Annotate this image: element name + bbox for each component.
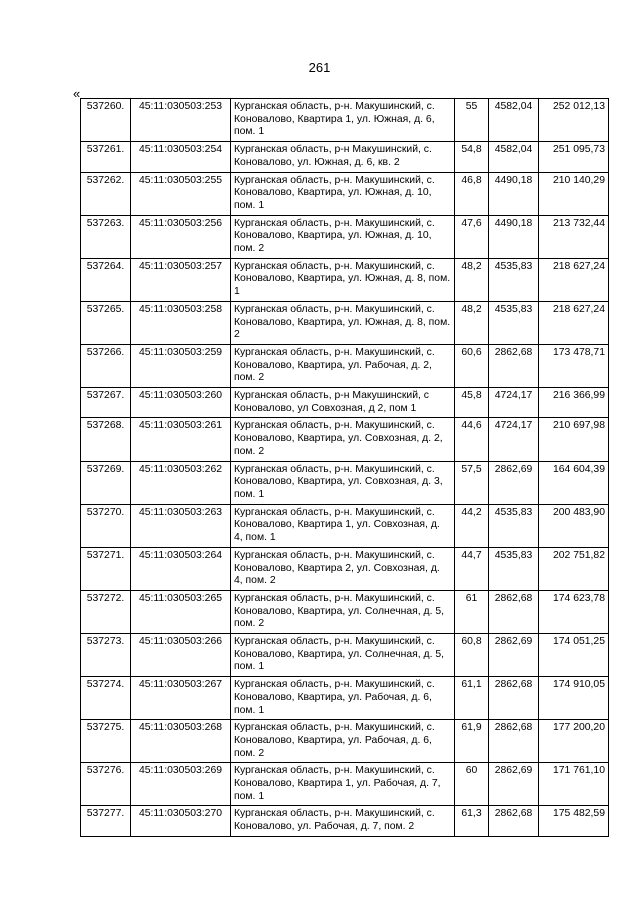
cadastral-number: 45:11:030503:267: [131, 677, 231, 720]
specific-cost-value: 2862,68: [489, 677, 539, 720]
table-row: [81, 142, 609, 172]
row-number: 537262.: [81, 172, 131, 215]
cadastral-cost: 210 697,98: [539, 418, 609, 461]
property-area: 57,5: [455, 461, 489, 504]
table-row: [81, 720, 609, 763]
table-row: [81, 215, 609, 258]
specific-cost-value: 4490,18: [489, 172, 539, 215]
specific-cost-value: 4582,04: [489, 142, 539, 172]
table-row: [81, 590, 609, 633]
row-number: 537266.: [81, 344, 131, 387]
property-address: Курганская область, р-н. Макушинский, с. Коновалово, Квартира, ул. Совхозная, д. 3, пом. 1: [231, 461, 455, 504]
property-area: 60,6: [455, 344, 489, 387]
property-area: 61,3: [455, 806, 489, 836]
property-address: Курганская область, р-н. Макушинский, с. Коновалово, Квартира, ул. Южная, д. 10, пом. 1: [231, 172, 455, 215]
row-number: 537268.: [81, 418, 131, 461]
row-number: 537267.: [81, 388, 131, 418]
property-address: Курганская область, р-н Макушинский, с Коновалово, ул Совхозная, д 2, пом 1: [231, 388, 455, 418]
table-row: [81, 634, 609, 677]
cadastral-number: 45:11:030503:256: [131, 215, 231, 258]
table-row: [81, 418, 609, 461]
opening-quote-mark: «: [73, 86, 81, 101]
row-number: 537274.: [81, 677, 131, 720]
cadastral-number: 45:11:030503:269: [131, 763, 231, 806]
cadastral-number: 45:11:030503:253: [131, 99, 231, 142]
cadastral-number: 45:11:030503:261: [131, 418, 231, 461]
specific-cost-value: 4535,83: [489, 258, 539, 301]
cadastral-cost: 252 012,13: [539, 99, 609, 142]
property-area: 44,6: [455, 418, 489, 461]
row-number: 537277.: [81, 806, 131, 836]
cadastral-number: 45:11:030503:258: [131, 301, 231, 344]
row-number: 537260.: [81, 99, 131, 142]
property-address: Курганская область, р-н. Макушинский, с. Коновалово, Квартира 2, ул. Совхозная, д. 4, пом. 2: [231, 547, 455, 590]
property-address: Курганская область, р-н. Макушинский, с. Коновалово, Квартира 1, ул. Совхозная, д. 4, пом. 1: [231, 504, 455, 547]
property-area: 61: [455, 590, 489, 633]
specific-cost-value: 4535,83: [489, 301, 539, 344]
cadastral-number: 45:11:030503:265: [131, 590, 231, 633]
property-area: 60: [455, 763, 489, 806]
property-area: 55: [455, 99, 489, 142]
table-row: [81, 301, 609, 344]
cadastral-cost: 218 627,24: [539, 301, 609, 344]
cadastral-number: 45:11:030503:255: [131, 172, 231, 215]
specific-cost-value: 4724,17: [489, 388, 539, 418]
cadastral-cost: 200 483,90: [539, 504, 609, 547]
property-address: Курганская область, р-н. Макушинский, с. Коновалово, Квартира, ул. Совхозная, д. 2, пом. 2: [231, 418, 455, 461]
cadastral-cost: 251 095,73: [539, 142, 609, 172]
row-number: 537272.: [81, 590, 131, 633]
property-area: 48,2: [455, 258, 489, 301]
cadastral-cost: 171 761,10: [539, 763, 609, 806]
property-address: Курганская область, р-н. Макушинский, с. Коновалово, Квартира 1, ул. Рабочая, д. 7, пом. 1: [231, 763, 455, 806]
specific-cost-value: 4724,17: [489, 418, 539, 461]
specific-cost-value: 2862,68: [489, 806, 539, 836]
property-address: Курганская область, р-н. Макушинский, с. Коновалово, Квартира, ул. Рабочая, д. 6, пом. 1: [231, 677, 455, 720]
cadastral-cost: 218 627,24: [539, 258, 609, 301]
property-address: Курганская область, р-н. Макушинский, с. Коновалово, Квартира, ул. Южная, д. 10, пом. 2: [231, 215, 455, 258]
property-address: Курганская область, р-н. Макушинский, с. Коновалово, ул. Рабочая, д. 7, пом. 2: [231, 806, 455, 836]
table-row: [81, 504, 609, 547]
table-row: [81, 172, 609, 215]
row-number: 537261.: [81, 142, 131, 172]
specific-cost-value: 2862,69: [489, 763, 539, 806]
property-area: 44,2: [455, 504, 489, 547]
table-row: [81, 99, 609, 142]
cadastral-cost: 175 482,59: [539, 806, 609, 836]
specific-cost-value: 2862,69: [489, 461, 539, 504]
table-row: [81, 677, 609, 720]
property-address: Курганская область, р-н. Макушинский, с. Коновалово, Квартира, ул. Южная, д. 8, пом. 1: [231, 258, 455, 301]
table-row: [81, 258, 609, 301]
row-number: 537263.: [81, 215, 131, 258]
cadastral-number: 45:11:030503:270: [131, 806, 231, 836]
specific-cost-value: 2862,68: [489, 344, 539, 387]
table-row: [81, 344, 609, 387]
cadastral-number: 45:11:030503:260: [131, 388, 231, 418]
cadastral-number: 45:11:030503:262: [131, 461, 231, 504]
cadastral-cost: 213 732,44: [539, 215, 609, 258]
property-address: Курганская область, р-н. Макушинский, с. Коновалово, Квартира, ул. Солнечная, д. 5, пом. 2: [231, 590, 455, 633]
cadastral-cost: 174 623,78: [539, 590, 609, 633]
row-number: 537271.: [81, 547, 131, 590]
cadastral-cost: 174 051,25: [539, 634, 609, 677]
property-registry-table: [80, 98, 609, 837]
cadastral-cost: 164 604,39: [539, 461, 609, 504]
table-row: [81, 461, 609, 504]
table-row: [81, 388, 609, 418]
property-address: Курганская область, р-н. Макушинский, с. Коновалово, Квартира, ул. Южная, д. 8, пом. 2: [231, 301, 455, 344]
property-area: 61,1: [455, 677, 489, 720]
property-area: 44,7: [455, 547, 489, 590]
row-number: 537276.: [81, 763, 131, 806]
cadastral-number: 45:11:030503:264: [131, 547, 231, 590]
specific-cost-value: 2862,68: [489, 590, 539, 633]
property-area: 47,6: [455, 215, 489, 258]
property-area: 60,8: [455, 634, 489, 677]
specific-cost-value: 4490,18: [489, 215, 539, 258]
cadastral-cost: 177 200,20: [539, 720, 609, 763]
cadastral-number: 45:11:030503:268: [131, 720, 231, 763]
page-number: 261: [308, 60, 331, 75]
specific-cost-value: 2862,68: [489, 720, 539, 763]
cadastral-cost: 174 910,05: [539, 677, 609, 720]
table-row: [81, 806, 609, 836]
cadastral-number: 45:11:030503:263: [131, 504, 231, 547]
table-row: [81, 547, 609, 590]
cadastral-number: 45:11:030503:254: [131, 142, 231, 172]
property-area: 48,2: [455, 301, 489, 344]
property-address: Курганская область, р-н. Макушинский, с. Коновалово, Квартира, ул. Солнечная, д. 5, пом. 1: [231, 634, 455, 677]
property-area: 54,8: [455, 142, 489, 172]
row-number: 537273.: [81, 634, 131, 677]
row-number: 537275.: [81, 720, 131, 763]
property-address: Курганская область, р-н. Макушинский, с. Коновалово, Квартира, ул. Рабочая, д. 2, пом. 2: [231, 344, 455, 387]
property-area: 45,8: [455, 388, 489, 418]
cadastral-number: 45:11:030503:266: [131, 634, 231, 677]
cadastral-cost: 210 140,29: [539, 172, 609, 215]
property-address: Курганская область, р-н Макушинский, с. Коновалово, ул. Южная, д. 6, кв. 2: [231, 142, 455, 172]
property-address: Курганская область, р-н. Макушинский, с. Коновалово, Квартира, ул. Рабочая, д. 6, пом. 2: [231, 720, 455, 763]
cadastral-cost: 216 366,99: [539, 388, 609, 418]
table-row: [81, 763, 609, 806]
row-number: 537270.: [81, 504, 131, 547]
cadastral-cost: 202 751,82: [539, 547, 609, 590]
specific-cost-value: 2862,69: [489, 634, 539, 677]
row-number: 537269.: [81, 461, 131, 504]
property-area: 46,8: [455, 172, 489, 215]
cadastral-number: 45:11:030503:257: [131, 258, 231, 301]
cadastral-cost: 173 478,71: [539, 344, 609, 387]
specific-cost-value: 4535,83: [489, 547, 539, 590]
property-area: 61,9: [455, 720, 489, 763]
property-address: Курганская область, р-н. Макушинский, с. Коноваловo, Квартира 1, ул. Южная, д. 6, пом. 1: [231, 99, 455, 142]
row-number: 537265.: [81, 301, 131, 344]
cadastral-number: 45:11:030503:259: [131, 344, 231, 387]
specific-cost-value: 4535,83: [489, 504, 539, 547]
specific-cost-value: 4582,04: [489, 99, 539, 142]
row-number: 537264.: [81, 258, 131, 301]
